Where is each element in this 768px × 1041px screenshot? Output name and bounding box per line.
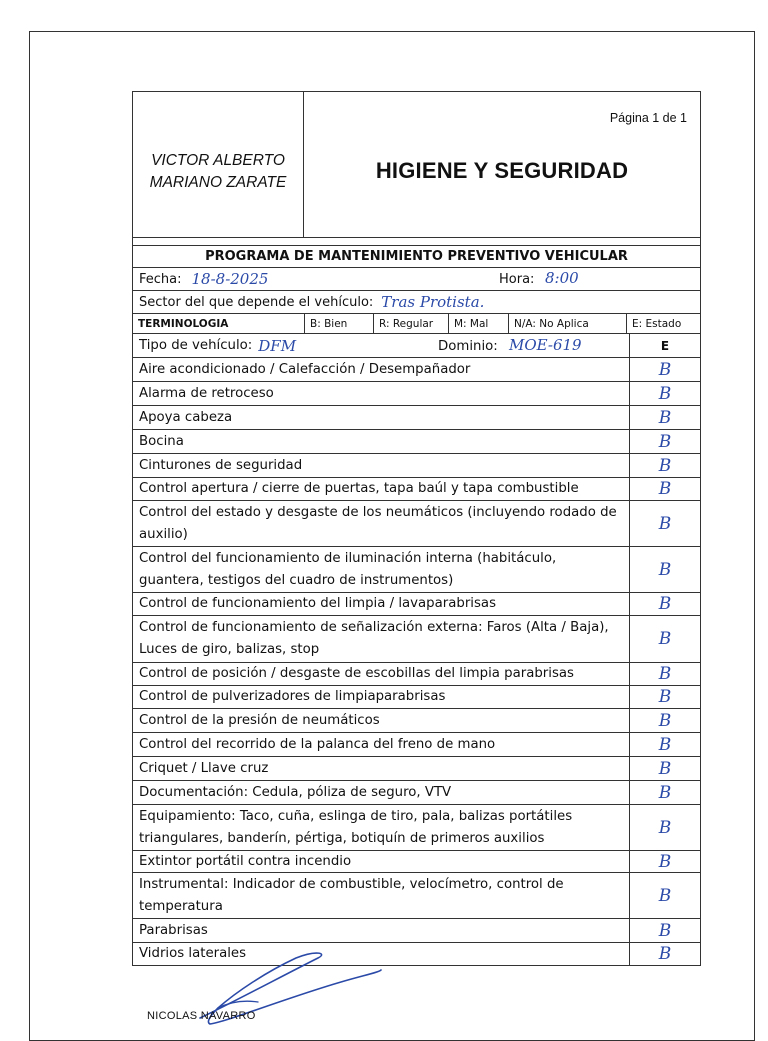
checklist-row xyxy=(133,851,700,873)
tipo-label: Tipo de vehículo: xyxy=(139,337,253,353)
checklist-item-text: Bocina xyxy=(133,430,630,453)
checklist-item-text: Aire acondicionado / Calefacción / Desempañador xyxy=(133,358,630,381)
checklist-item-mark: B xyxy=(658,851,672,872)
checklist-item-mark: B xyxy=(658,664,672,684)
terminology-row xyxy=(133,314,700,334)
checklist-items xyxy=(133,358,700,966)
form-rows xyxy=(132,238,701,966)
fecha-label: Fecha: xyxy=(139,271,182,287)
checklist-row xyxy=(133,616,700,663)
checklist-row xyxy=(133,454,700,478)
author-line-2: MARIANO ZARATE xyxy=(149,173,287,191)
checklist-item-mark: B xyxy=(658,455,672,476)
checklist-row xyxy=(133,873,700,919)
checklist-item-mark: B xyxy=(658,359,672,380)
tipo-cell xyxy=(133,334,630,357)
hora-label: Hora: xyxy=(499,272,535,287)
checklist-item-mark: B xyxy=(658,758,672,779)
checklist-item-text: Criquet / Llave cruz xyxy=(133,757,630,780)
program-title: PROGRAMA DE MANTENIMIENTO PREVENTIVO VEHICULAR xyxy=(133,246,700,268)
checklist-item-mark: B xyxy=(658,885,672,906)
checklist-item-text: Alarma de retroceso xyxy=(133,382,630,405)
checklist-row xyxy=(133,805,700,851)
fecha-hora-row xyxy=(133,268,700,291)
checklist-item-text: Control de funcionamiento del limpia / lavaparabrisas xyxy=(133,593,630,615)
checklist-row xyxy=(133,663,700,686)
checklist-row xyxy=(133,478,700,501)
page-number: Página 1 de 1 xyxy=(609,111,687,125)
checklist-item-text: Extintor portátil contra incendio xyxy=(133,851,630,872)
checklist-item-mark: B xyxy=(658,594,672,614)
sector-row xyxy=(133,291,700,314)
term-regular: R: Regular xyxy=(374,314,449,333)
sector-label: Sector del que depende el vehículo: xyxy=(139,294,374,310)
term-estado: E: Estado xyxy=(632,317,682,330)
checklist-row xyxy=(133,430,700,454)
dominio-label: Dominio: xyxy=(438,339,498,354)
term-mal: M: Mal xyxy=(449,314,509,333)
hora-value: 8:00 xyxy=(545,269,579,287)
checklist-item-text: Vidrios laterales xyxy=(133,943,630,965)
form-header xyxy=(132,91,701,238)
fecha-value: 18-8-2025 xyxy=(191,270,269,288)
checklist-item-text: Control de funcionamiento de señalización externa: Faros (Alta / Baja), Luces de giro, balizas, stop xyxy=(133,616,630,662)
checklist-item-mark: B xyxy=(658,920,672,941)
checklist-row xyxy=(133,547,700,593)
form xyxy=(132,91,701,966)
checklist-item-mark: B xyxy=(658,782,672,803)
terminology-title: TERMINOLOGIA xyxy=(133,314,305,333)
checklist-row xyxy=(133,919,700,943)
sector-value: Tras Protista. xyxy=(381,293,485,311)
checklist-item-text: Control del funcionamiento de iluminación interna (habitáculo, guantera, testigos del cuadro de instrumentos) xyxy=(133,547,630,592)
checklist-item-text: Cinturones de seguridad xyxy=(133,454,630,477)
checklist-row xyxy=(133,593,700,616)
checklist-row xyxy=(133,358,700,382)
term-bien: B: Bien xyxy=(305,314,374,333)
checklist-item-mark: B xyxy=(658,687,672,707)
dominio-value: MOE-619 xyxy=(509,336,582,354)
checklist-row xyxy=(133,781,700,805)
checklist-item-mark: B xyxy=(658,629,672,649)
checklist-item-text: Apoya cabeza xyxy=(133,406,630,429)
document-title: HIGIENE Y SEGURIDAD xyxy=(375,158,629,183)
checklist-item-mark: B xyxy=(658,734,672,755)
checklist-row xyxy=(133,733,700,757)
checklist-item-text: Equipamiento: Taco, cuña, eslinga de tiro, pala, balizas portátiles triangulares, banderín, pértiga, botiquín de primeros auxilios xyxy=(133,805,630,850)
author-line-1: VICTOR ALBERTO xyxy=(151,151,285,169)
checklist-item-mark: B xyxy=(658,513,672,534)
spacer-band xyxy=(133,238,700,246)
author-block xyxy=(133,92,304,237)
checklist-row xyxy=(133,382,700,406)
signature-name: NICOLAS NAVARRO xyxy=(147,1010,256,1022)
tipo-value: DFM xyxy=(258,336,297,355)
checklist-item-text: Control del estado y desgaste de los neumáticos (incluyendo rodado de auxilio) xyxy=(133,501,630,546)
checklist-item-text: Documentación: Cedula, póliza de seguro, VTV xyxy=(133,781,630,804)
checklist-item-text: Control de posición / desgaste de escobillas del limpia parabrisas xyxy=(133,663,630,685)
checklist-item-text: Control del recorrido de la palanca del freno de mano xyxy=(133,733,630,756)
checklist-item-text: Parabrisas xyxy=(133,919,630,942)
checklist-item-mark: B xyxy=(658,817,672,838)
checklist-item-text: Control apertura / cierre de puertas, tapa baúl y tapa combustible xyxy=(133,478,630,500)
checklist-item-mark: B xyxy=(658,407,672,428)
estado-column-header: E xyxy=(660,338,670,353)
checklist-row xyxy=(133,757,700,781)
checklist-row xyxy=(133,709,700,733)
checklist-item-text: Control de la presión de neumáticos xyxy=(133,709,630,732)
title-block xyxy=(304,92,700,237)
checklist-item-text: Instrumental: Indicador de combustible, velocímetro, control de temperatura xyxy=(133,873,630,918)
tipo-row xyxy=(133,334,700,358)
checklist-item-mark: B xyxy=(658,383,672,404)
checklist-item-mark: B xyxy=(658,710,672,731)
checklist-item-mark: B xyxy=(658,431,672,452)
checklist-row xyxy=(133,406,700,430)
checklist-item-mark: B xyxy=(658,944,672,964)
checklist-item-text: Control de pulverizadores de limpiaparabrisas xyxy=(133,686,630,708)
checklist-row xyxy=(133,686,700,709)
checklist-row xyxy=(133,501,700,547)
checklist-item-mark: B xyxy=(658,479,672,499)
term-no-aplica: N/A: No Aplica xyxy=(509,314,627,333)
checklist-item-mark: B xyxy=(658,559,672,580)
